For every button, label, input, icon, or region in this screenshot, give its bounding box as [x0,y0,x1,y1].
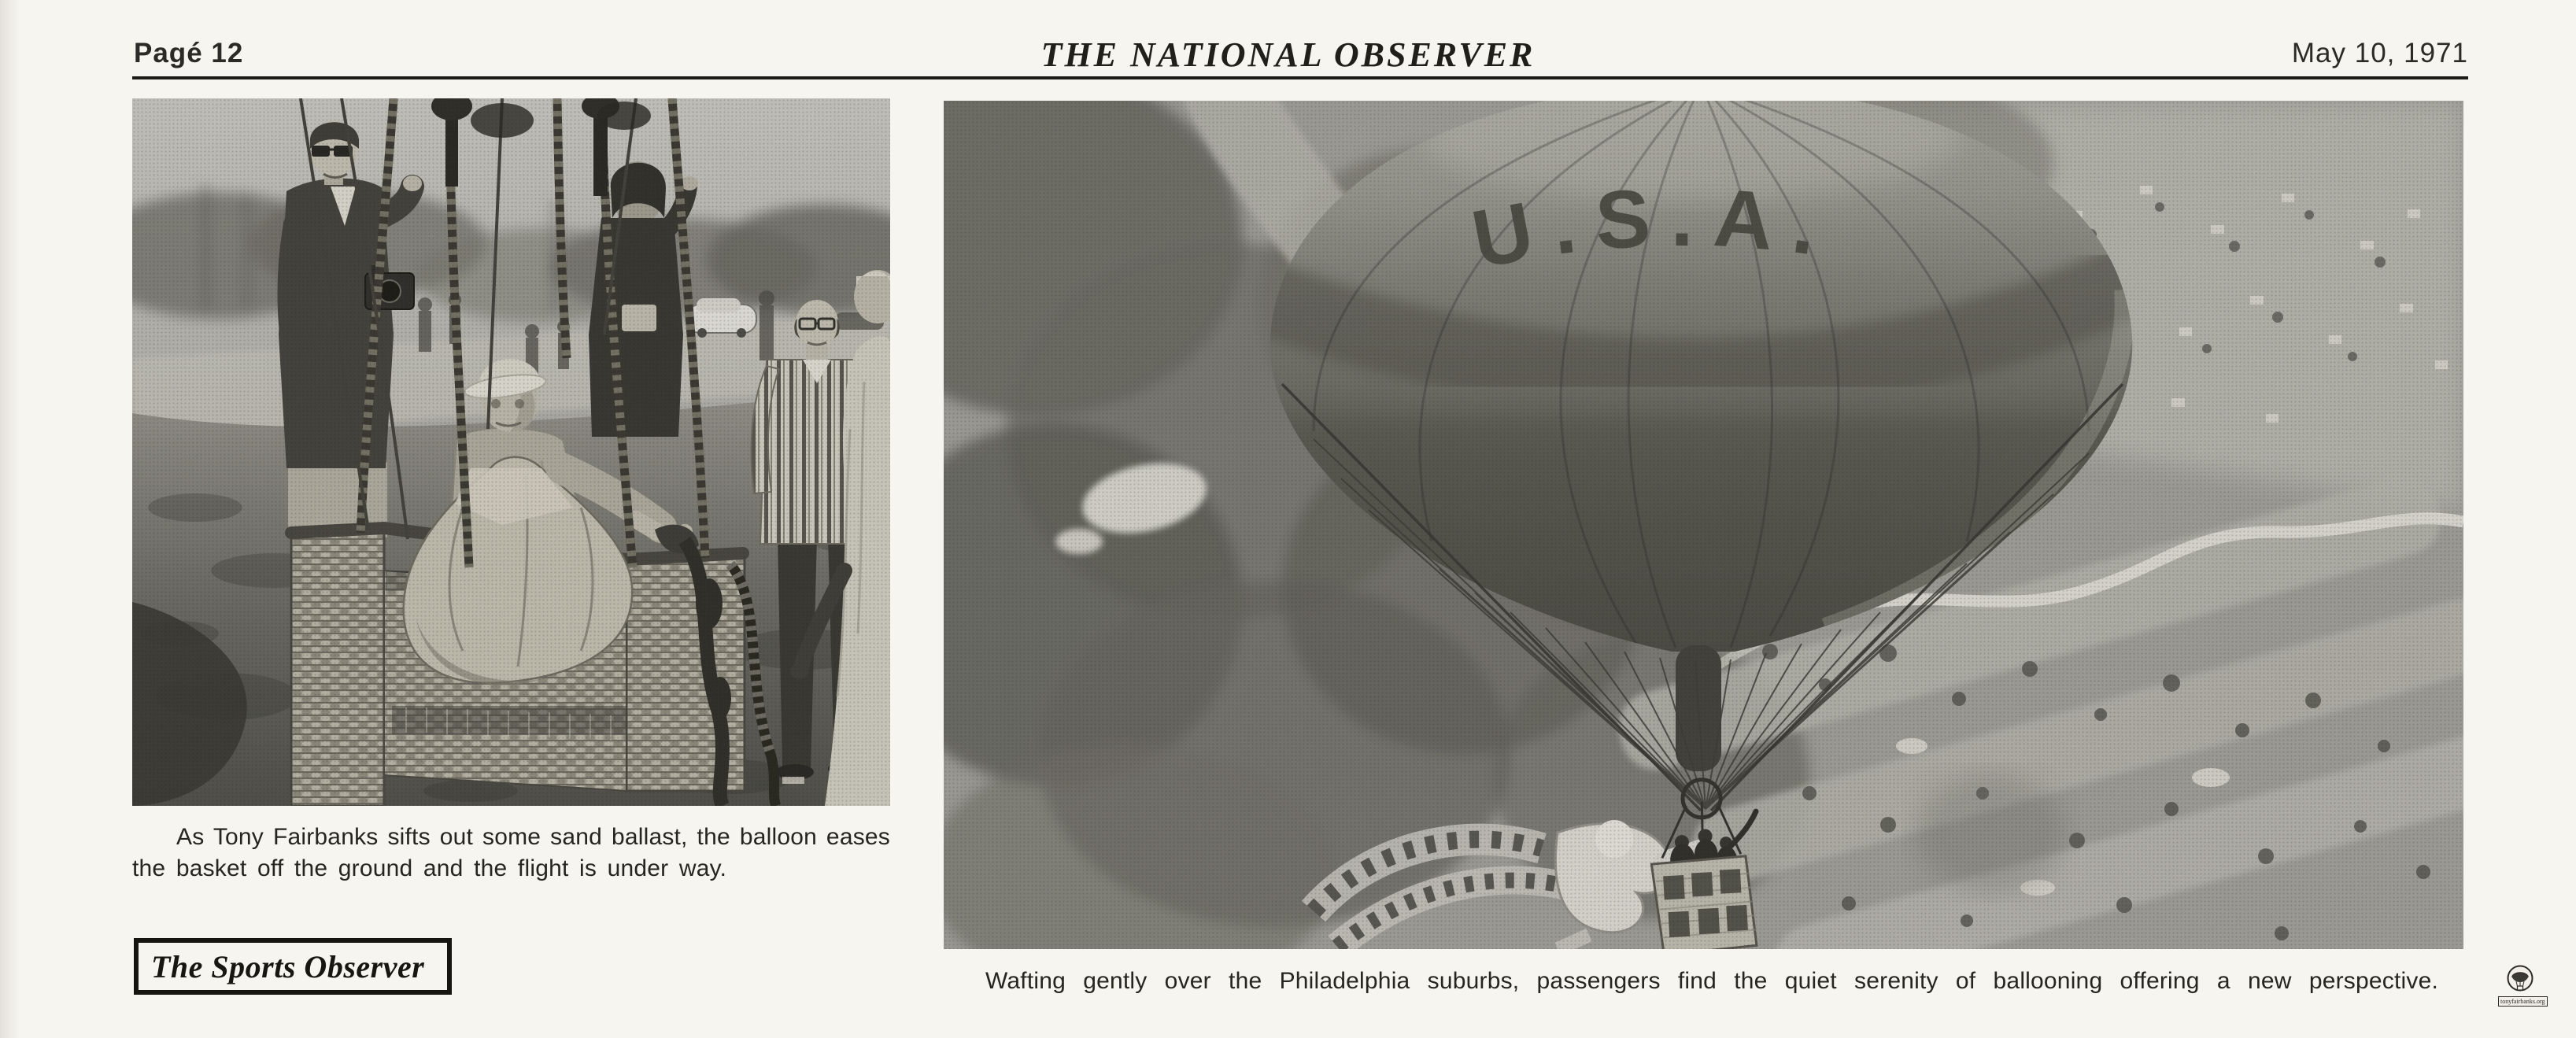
balloon-logo-icon [2507,965,2533,993]
caption-line-1: As Tony Fairbanks sifts out some sand ballast, the balloon eases [176,824,890,850]
left-photo-illustration [132,98,890,806]
header-rule [132,76,2468,79]
sports-observer-box [134,938,452,995]
watermark-text: tonyfairbanks.org [2498,996,2548,1007]
right-photo-caption: Wafting gently over the Philadelphia suburbs, passengers find the quiet serenity of ballooning offering a new perspective. [985,968,2438,994]
film-grain [944,101,2463,949]
caption-line-2: the basket off the ground and the flight is under way. [132,855,727,881]
site-watermark [2498,965,2545,1007]
sports-observer-label: The Sports Observer [151,948,425,984]
right-photo-aerial-balloon [944,101,2463,949]
film-grain [132,98,890,806]
left-photo-caption [132,822,890,885]
page-number: Pagé 12 [134,38,244,68]
right-photo-illustration [944,101,2463,949]
issue-date: May 10, 1971 [2291,38,2468,68]
left-photo-balloon-basket [132,98,890,806]
masthead-title: THE NATIONAL OBSERVER [1040,35,1536,74]
